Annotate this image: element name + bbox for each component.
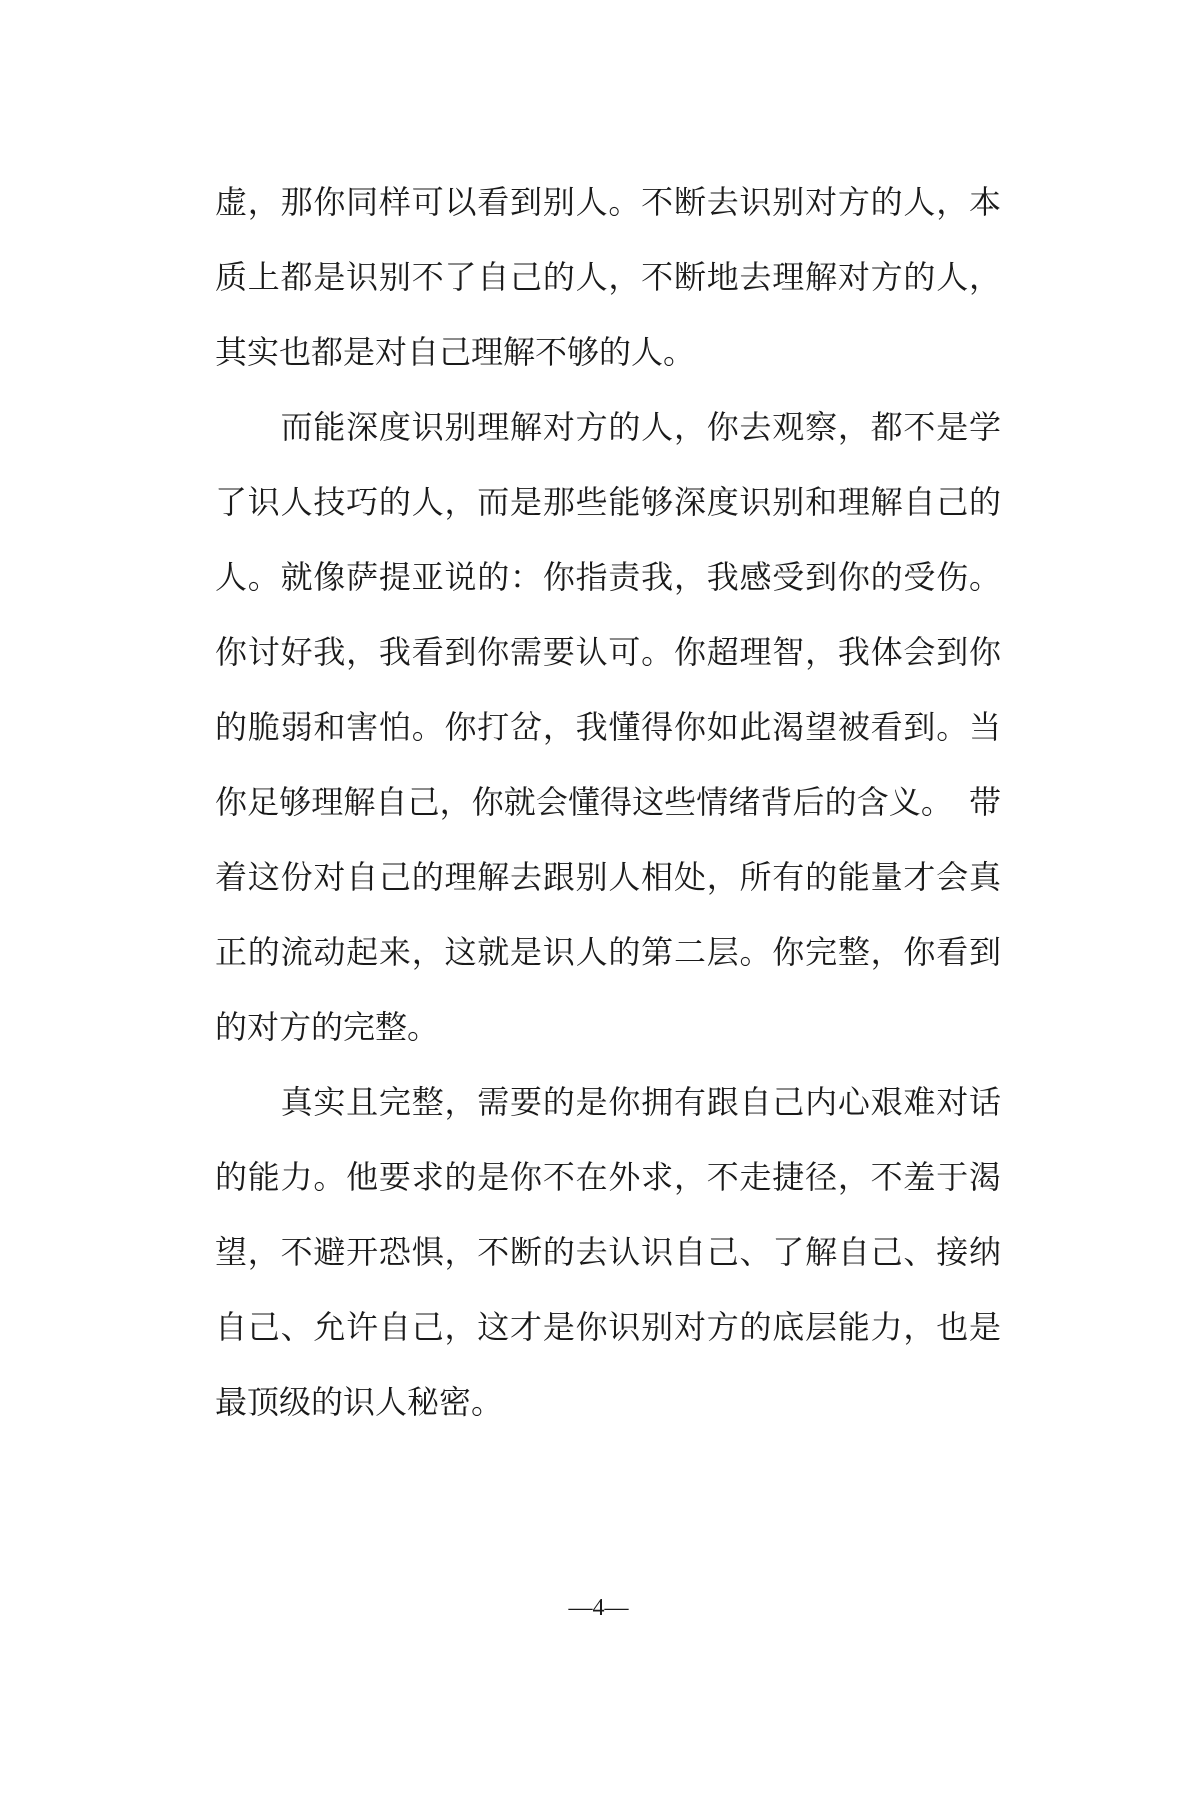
page-number: —4— bbox=[568, 1595, 629, 1621]
text-line: 自己、允许自己，这才是你识别对方的底层能力，也是 bbox=[215, 1308, 1001, 1346]
text-line: 着这份对自己的理解去跟别人相处，所有的能量才会真 bbox=[215, 858, 1001, 896]
text-line: 最顶级的识人秘密。 bbox=[215, 1383, 504, 1421]
text-line: 真实且完整，需要的是你拥有跟自己内心艰难对话 bbox=[215, 1083, 1001, 1121]
paragraph bbox=[215, 390, 1001, 1065]
text-line: 其实也都是对自己理解不够的人。 bbox=[215, 333, 696, 371]
text-line: 质上都是识别不了自己的人，不断地去理解对方的人， bbox=[215, 258, 1001, 296]
text-line: 望，不避开恐惧，不断的去认识自己、了解自己、接纳 bbox=[215, 1233, 1001, 1271]
text-line: 的能力。他要求的是你不在外求，不走捷径，不羞于渴 bbox=[215, 1158, 1001, 1196]
text-line: 你足够理解自己，你就会懂得这些情绪背后的含义。 带 bbox=[215, 783, 1001, 821]
paragraph bbox=[215, 1065, 1001, 1440]
text-line: 人。就像萨提亚说的：你指责我，我感受到你的受伤。 bbox=[215, 558, 1001, 596]
text-line: 了识人技巧的人，而是那些能够深度识别和理解自己的 bbox=[215, 483, 1001, 521]
text-line: 虚，那你同样可以看到别人。不断去识别对方的人，本 bbox=[215, 183, 1001, 221]
text-line: 你讨好我，我看到你需要认可。你超理智，我体会到你 bbox=[215, 633, 1001, 671]
body-text bbox=[215, 165, 1001, 1440]
text-line: 的对方的完整。 bbox=[215, 1008, 440, 1046]
text-line: 正的流动起来，这就是识人的第二层。你完整，你看到 bbox=[215, 933, 1001, 971]
text-line: 而能深度识别理解对方的人，你去观察，都不是学 bbox=[215, 408, 1001, 446]
text-line: 的脆弱和害怕。你打岔，我懂得你如此渴望被看到。当 bbox=[215, 708, 1001, 746]
paragraph bbox=[215, 165, 1001, 390]
